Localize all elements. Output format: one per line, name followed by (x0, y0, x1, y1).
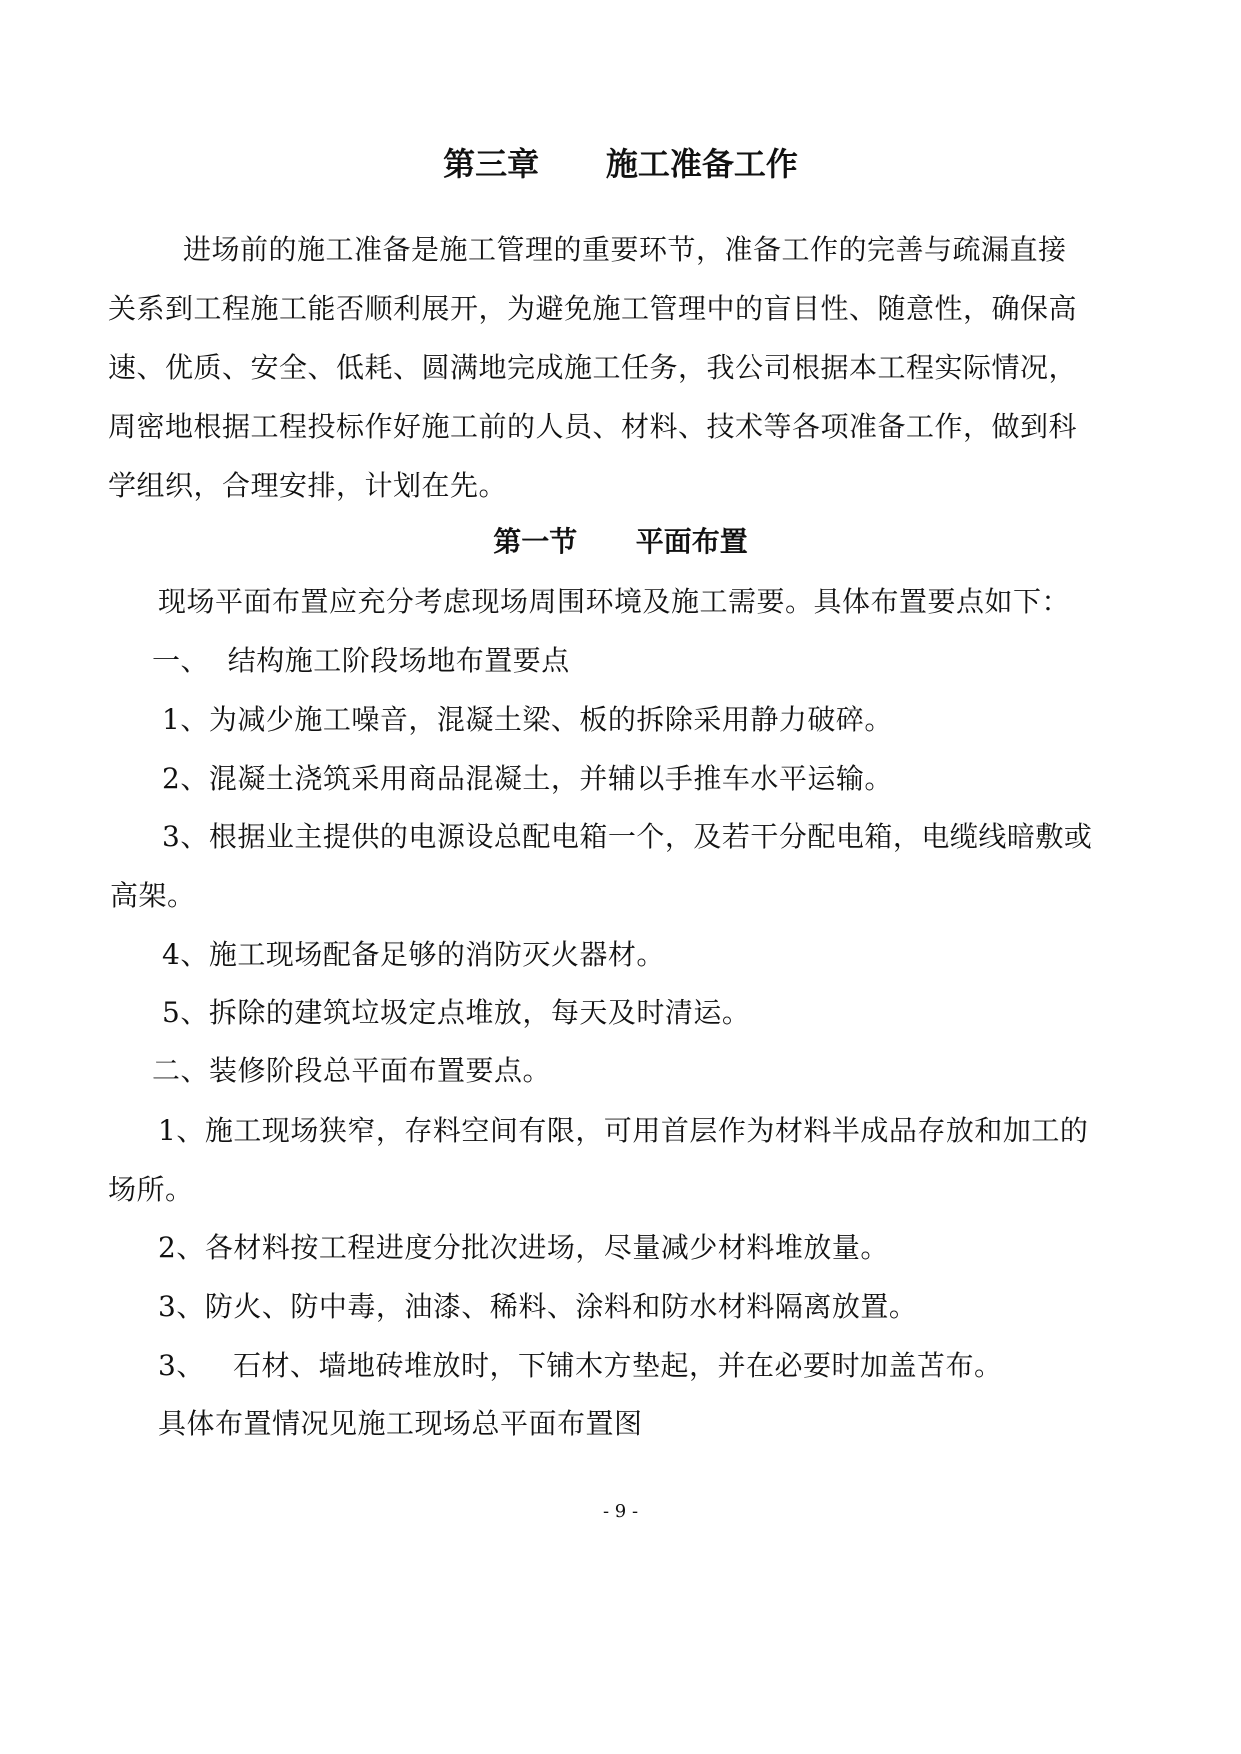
part2-item-1-cont: 场所。 (108, 1173, 194, 1206)
part2-heading: 二、装修阶段总平面布置要点。 (152, 1054, 552, 1087)
part2-item-3: 3、防火、防中毒，油漆、稀料、涂料和防水材料隔离放置。 (158, 1290, 918, 1323)
part1-item-3: 3、根据业主提供的电源设总配电箱一个，及若干分配电箱，电缆线暗敷或 (162, 820, 1093, 853)
intro-line-1: 进场前的施工准备是施工管理的重要环节，准备工作的完善与疏漏直接 (183, 233, 1067, 266)
part2-item-4: 3、 石材、墙地砖堆放时，下铺木方垫起，并在必要时加盖苫布。 (158, 1349, 1003, 1382)
part1-item-4: 4、施工现场配备足够的消防灭火器材。 (162, 938, 665, 971)
part2-item-1: 1、施工现场狭窄，存料空间有限，可用首层作为材料半成品存放和加工的 (158, 1114, 1089, 1147)
closing-note: 具体布置情况见施工现场总平面布置图 (158, 1407, 643, 1440)
part1-item-5: 5、拆除的建筑垃圾定点堆放，每天及时清运。 (162, 996, 751, 1029)
page-number: - 9 - (602, 1501, 639, 1522)
intro-line-5: 学组织，合理安排，计划在先。 (108, 469, 508, 502)
part1-item-1: 1、为减少施工噪音，混凝土梁、板的拆除采用静力破碎。 (162, 703, 893, 736)
part1-item-2: 2、混凝土浇筑采用商品混凝土，并辅以手推车水平运输。 (162, 762, 893, 795)
part1-item-3-cont: 高架。 (110, 879, 196, 912)
part1-heading: 一、 结构施工阶段场地布置要点 (152, 644, 570, 677)
intro-line-4: 周密地根据工程投标作好施工前的人员、材料、技术等各项准备工作，做到科 (108, 410, 1078, 443)
section-intro: 现场平面布置应充分考虑现场周围环境及施工需要。具体布置要点如下： (158, 585, 1071, 618)
section-title: 第一节 平面布置 (493, 525, 748, 558)
intro-line-2: 关系到工程施工能否顺利展开，为避免施工管理中的盲目性、随意性，确保高 (108, 292, 1078, 325)
chapter-title: 第三章 施工准备工作 (443, 145, 798, 183)
intro-line-3: 速、优质、安全、低耗、圆满地完成施工任务，我公司根据本工程实际情况， (108, 351, 1078, 384)
part2-item-2: 2、各材料按工程进度分批次进场，尽量减少材料堆放量。 (158, 1231, 889, 1264)
